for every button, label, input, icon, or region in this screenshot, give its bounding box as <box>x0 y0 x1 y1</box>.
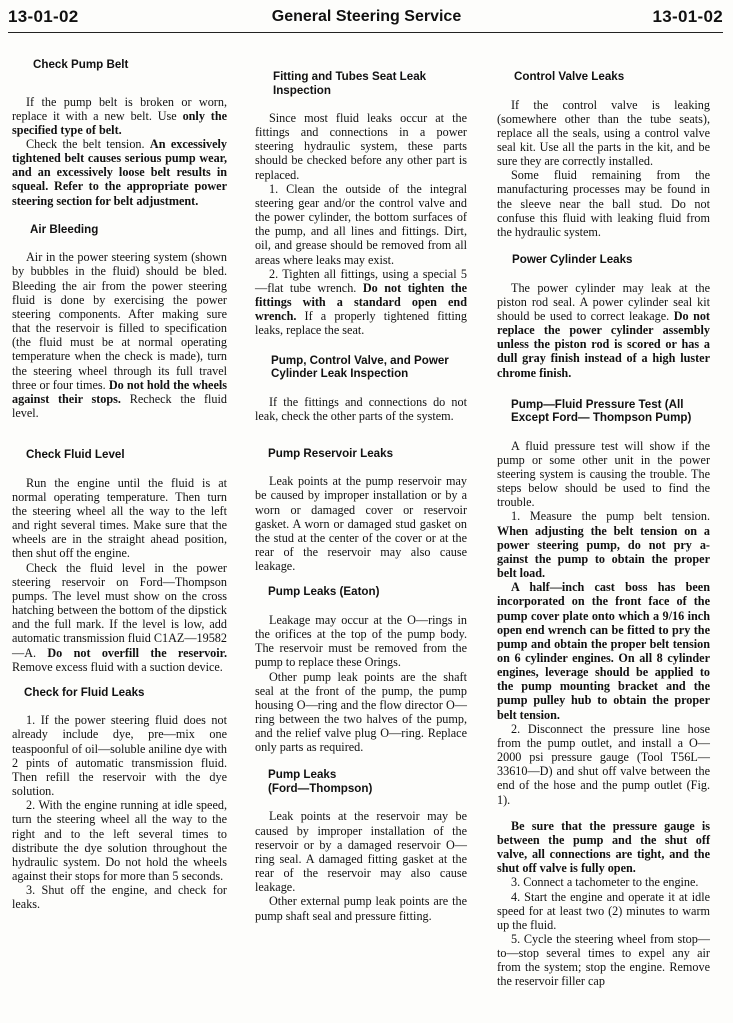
heading-pump-leaks-line2: (Ford—Thompson) <box>268 781 373 795</box>
paragraph-fitting-3: 2. Tighten all fittings, using a special 5—flat tube wrench. Do not tighten the fittings with a standard open end wrench. If a properly tightened fitting leaks, replace the seat. <box>255 266 468 338</box>
column-middle <box>255 58 467 923</box>
paragraph-pressure-4: 2. Disconnect the pressure line hose from the pump outlet, and install a O—2000 psi pressure gauge (Tool T56L—33610—D) and shut off valve between the end of the hose and the pump outlet (Fig. 1). <box>497 721 710 807</box>
paragraph-belt-2: Check the belt tension. An excessively tightened belt causes serious pump wear, and an excessively loose belt results in squeal. Refer to the appropriate power steering section for belt adjustment. <box>12 136 227 208</box>
header-rule <box>8 32 723 33</box>
paragraph-leaks-3: 3. Shut off the engine, and check for leaks. <box>12 883 227 912</box>
paragraph-pressure-2: 1. Measure the pump belt tension. When adjusting the belt tension on a power steering pump, do not pry a-gainst the pump to obtain the proper belt load. <box>497 509 710 581</box>
column-left <box>12 58 227 912</box>
paragraph-pressure-6: 3. Connect a tachometer to the engine. <box>511 875 699 890</box>
heading-pump-reservoir-leaks: Pump Reservoir Leaks <box>268 446 394 460</box>
paragraph-eaton-2: Other pump leak points are the shaft seal at the front of the pump, the pump housing O—ring and the flow director O—ring between the two halves of the pump, and the relief valve plug O—ring. Replace only parts as required. <box>255 669 467 755</box>
heading-check-pump-belt: Check Pump Belt <box>33 58 129 71</box>
paragraph-belt-1: If the pump belt is broken or worn, replace it with a new belt. Use only the specified type of belt. <box>12 94 228 137</box>
paragraph-leaks-2: 2. With the engine running at idle speed, turn the steering wheel all the way to the right and to the left several times to distribute the dye solution throughout the hydraulic system. Do not hold the wheels against their stops for more than 5 seconds. <box>12 798 227 884</box>
paragraph-air-1: Air in the power steering system (shown by bubbles in the fluid) should be bled. Bleeding the air from the power steering fluid is done by exercising the power steering components. After making sure that the reservoir is filled to specification (the fluid must be at normal operating temperature when the check is made), turn the steering wheel through its full travel three or four times. Do not hold the wheels against their stops. Recheck the fluid level. <box>12 250 228 420</box>
paragraph-control-valve-2: Some fluid remaining from the manufacturing processes may be found in the sleeve near the ball stud. Do not confuse this fluid with leaking fluid from the hydraulic system. <box>497 168 710 239</box>
paragraph-pressure-7: 4. Start the engine and operate it at idle speed for at least two (2) minutes to warm up the fluid. <box>497 889 710 932</box>
heading-check-fluid-level: Check Fluid Level <box>26 448 125 462</box>
paragraph-fitting-2: 1. Clean the outside of the integral steering gear and/or the control valve and the power cylinder, the bottom surfaces of the pump, and all lines and fittings. Dirt, oil, and grease should be removed from all areas where leaks may exist. <box>255 181 467 267</box>
heading-power-cylinder-leaks: Power Cylinder Leaks <box>512 253 633 267</box>
heading-control-valve-leaks: Control Valve Leaks <box>514 70 625 83</box>
heading-pump-control-valve: Pump, Control Valve, and Power Cylinder Leak Inspection <box>271 353 449 380</box>
page-number-left: 13-01-02 <box>8 7 79 26</box>
paragraph-pcv-1: If the fittings and connections do not leak, check the other parts of the system. <box>255 394 467 423</box>
paragraph-ford-thompson-2: Other external pump leak points are the pump shaft seal and pressure fitting. <box>255 894 467 923</box>
column-right <box>497 58 710 989</box>
page-number-right: 13-01-02 <box>652 7 723 26</box>
paragraph-ford-thompson-1: Leak points at the reservoir may be caused by improper installation of the reservoir or by a damaged reservoir O—ring seal. A damaged fitting gasket at the rear of the reservoir may also cause leakage. <box>255 809 467 895</box>
heading-fitting-tubes: Fitting and Tubes Seat Leak Inspection <box>273 70 427 97</box>
paragraph-pressure-3: A half—inch cast boss has been incorporated on the front face of the pump cover plate onto which a 9/16 inch open end wrench can be fitted to pry the pump and obtain the proper belt tension on 6 cylinder engines. On all 8 cylinder engines, leverage should be applied to the pump mounting bracket and the pump pulley hub to obtain the proper belt tension. <box>497 580 710 722</box>
page-header <box>0 0 733 34</box>
paragraph-eaton-1: Leakage may occur at the O—rings in the orifices at the top of the pump body. The reservoir must be removed from the pump to replace these Orings. <box>255 612 467 670</box>
paragraph-level-1: Run the engine until the fluid is at normal operating temperature. Then turn the steering wheel all the way to the left and right several times. Make sure that the wheels are in the straight ahead position, then shut off the engine. <box>12 475 227 561</box>
paragraph-level-2: Check the fluid level in the power steering reservoir on Ford—Thompson pumps. The level must show on the cross hatching between the bottom of the dipstick and the full mark. If the level is low, add automatic transmission fluid C1AZ—19582—A. Do not overfill the reservoir. Remove excess fluid with a suction device. <box>12 560 228 674</box>
paragraph-pressure-8: 5. Cycle the steering wheel from stop—to—stop several times to expel any air from the system; stop the engine. Remove the reservoir filler cap <box>497 931 710 989</box>
heading-check-fluid-leaks: Check for Fluid Leaks <box>24 685 145 699</box>
paragraph-leaks-1: 1. If the power steering fluid does not already include dye, pre—mix one teaspoonful of oil—soluble aniline dye with 2 pints of automatic transmission fluid. Then refill the reservoir with the dye solution. <box>12 713 227 799</box>
paragraph-control-valve-1: If the control valve is leaking (somewhere other than the tube seats), replace all the seals, using a control valve seal kit. Use all the parts in the kit, and be sure they are correctly installed. <box>497 97 710 169</box>
section-title: General Steering Service <box>271 8 462 25</box>
paragraph-reservoir-1: Leak points at the pump reservoir may be caused by improper installation or by a worn or damaged cover or reservoir gasket. A worn or damaged stud gasket on the stud at the center of the cover or at the rear of the reservoir may also cause leakage. <box>255 474 467 574</box>
paragraph-fitting-1: Since most fluid leaks occur at the fittings and connections in a power steering hydraulic system, these parts should be checked before any other part is replaced. <box>255 111 467 182</box>
heading-pump-leaks-line1: Pump Leaks <box>268 768 337 782</box>
heading-pump-leaks-eaton: Pump Leaks (Eaton) <box>268 585 380 599</box>
heading-pump-leaks-ford-thompson <box>268 768 467 795</box>
paragraph-pressure-5: Be sure that the pressure gauge is between the pump and the shut off valve, all connections are tight, and the shut off valve is fully open. <box>497 818 710 876</box>
paragraph-pressure-1: A fluid pressure test will show if the pump or some other unit in the power steering system is causing the trouble. The steps below should be used to find the trouble. <box>497 438 710 510</box>
heading-air-bleeding: Air Bleeding <box>30 222 99 236</box>
heading-pressure-test: Pump—Fluid Pressure Test (All Except Ford— Thompson Pump) <box>511 397 692 425</box>
paragraph-power-cylinder-1: The power cylinder may leak at the piston rod seal. A power cylinder seal kit should be used to correct leakage. Do not replace the power cylinder assembly unless the piston rod is scored or has a dull gray finish instead of a high luster chrome finish. <box>497 280 710 380</box>
